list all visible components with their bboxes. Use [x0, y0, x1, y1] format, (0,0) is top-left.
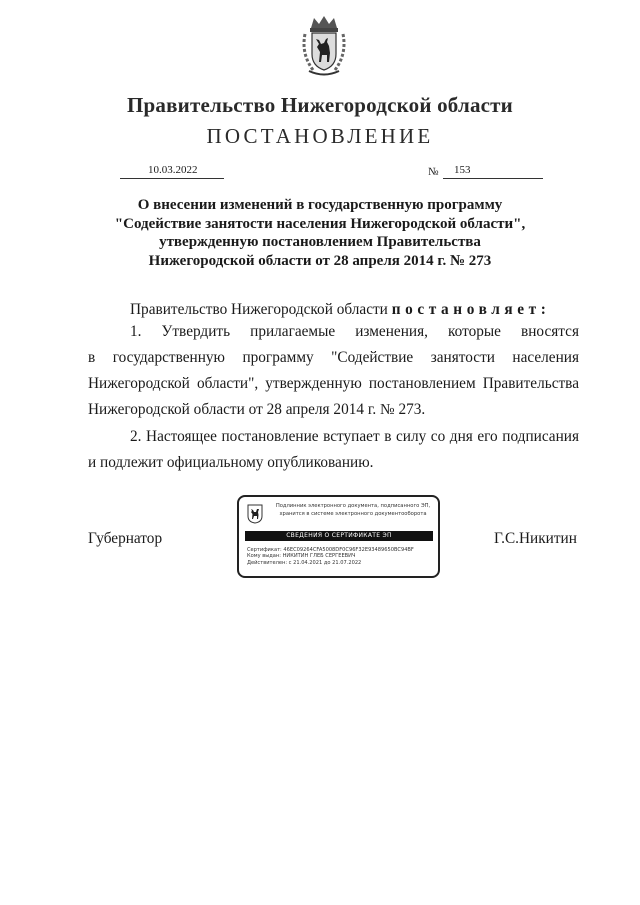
- government-name: Правительство Нижегородской области: [127, 93, 513, 117]
- stamp-certificate-bar: СВЕДЕНИЯ О СЕРТИФИКАТЕ ЭП: [245, 531, 433, 541]
- stamp-value: с 21.04.2021 до 21.07.2022: [288, 559, 362, 566]
- document-number: 153: [454, 164, 471, 176]
- signatory-role: Губернатор: [88, 530, 163, 547]
- paragraph-line: в государственную программу "Содействие занятости населения: [88, 349, 579, 366]
- nizhny-novgorod-coat-of-arms-icon: [299, 14, 349, 78]
- stamp-header-line: Подлинник электронного документа, подписанного ЭП,: [275, 503, 431, 509]
- paragraph-line: Нижегородской области", утвержденную постановлением Правительства: [88, 375, 579, 392]
- title-line: утвержденную постановлением Правительства: [159, 234, 481, 250]
- stamp-value: 46EC09264CFA5008DF0C96F32E93489650BC94BF: [283, 547, 414, 553]
- stamp-certificate-details: [247, 547, 437, 566]
- electronic-signature-stamp: [237, 495, 440, 578]
- document-type: ПОСТАНОВЛЕНИЕ: [206, 124, 434, 148]
- paragraph-line: и подлежит официальному опубликованию.: [88, 454, 374, 471]
- paragraph-1: [88, 319, 579, 423]
- deer-emblem-icon: [247, 504, 263, 524]
- paragraph-line: Нижегородской области от 28 апреля 2014 г. № 273.: [88, 401, 426, 418]
- stamp-header: [271, 502, 435, 518]
- paragraph-line: 1. Утвердить прилагаемые изменения, которые вносятся: [130, 323, 579, 340]
- number-sign: №: [428, 166, 439, 178]
- stamp-value: НИКИТИН ГЛЕБ СЕРГЕЕВИЧ: [282, 553, 356, 560]
- paragraph-2: [88, 424, 579, 476]
- document-title: [80, 196, 560, 270]
- stamp-label: Сертификат:: [247, 547, 282, 553]
- stamp-label: Кому выдан:: [247, 553, 281, 560]
- intro-text: Правительство Нижегородской области: [130, 301, 392, 318]
- title-line: "Содействие занятости населения Нижегородской области",: [114, 215, 526, 232]
- stamp-header-line: хранится в системе электронного документооборота: [279, 511, 427, 517]
- intro-emphasis: постановляет:: [391, 301, 551, 318]
- title-line: О внесении изменений в государственную программу: [137, 197, 503, 213]
- document-date: 10.03.2022: [148, 164, 198, 176]
- stamp-label: Действителен:: [247, 559, 288, 566]
- paragraph-line: 2. Настоящее постановление вступает в силу со дня его подписания: [130, 428, 579, 445]
- document-date-field: [120, 160, 224, 179]
- title-line: Нижегородской области от 28 апреля 2014 г. № 273: [148, 252, 492, 269]
- stamp-row-validity: [247, 560, 437, 566]
- signatory-name: Г.С.Никитин: [494, 530, 577, 547]
- document-number-field: [443, 160, 543, 179]
